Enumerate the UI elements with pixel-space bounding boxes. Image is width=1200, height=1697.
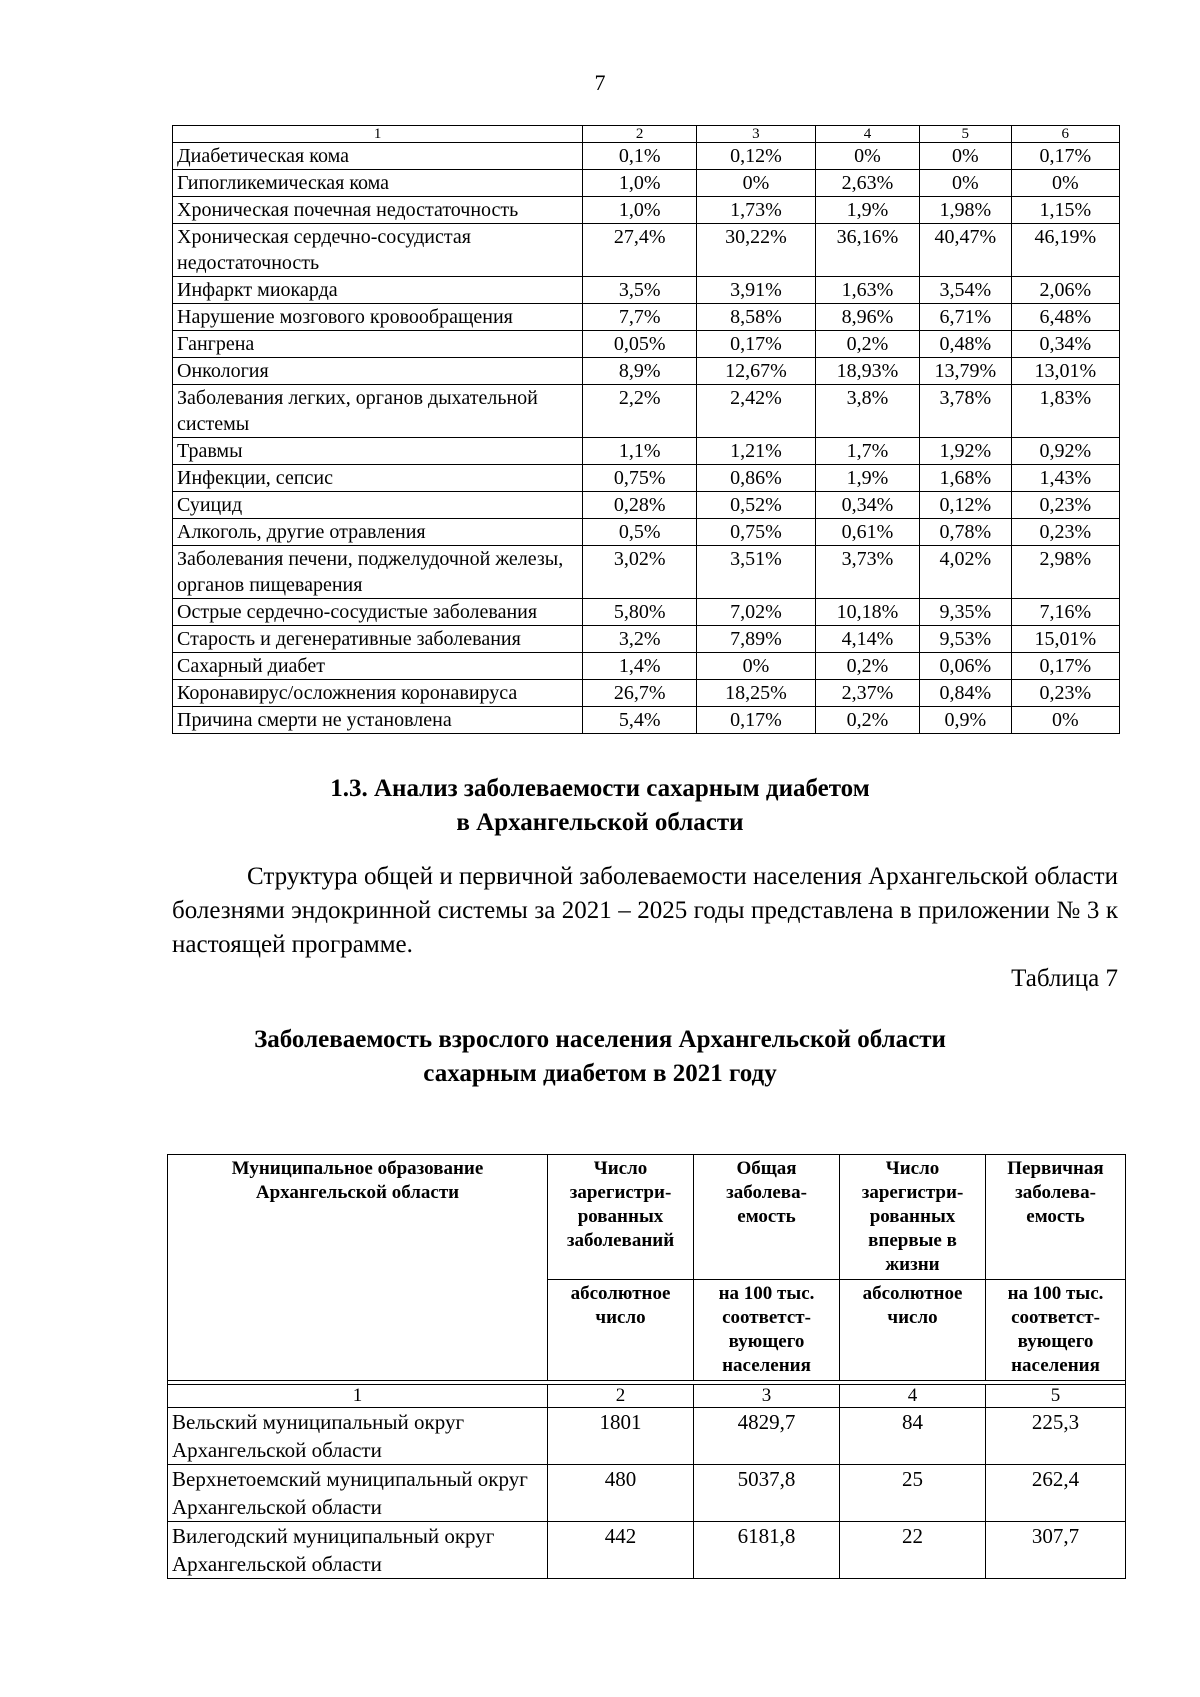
value-cell: 0,2%: [815, 331, 919, 358]
table-row: [173, 277, 1120, 304]
value-cell: 7,16%: [1011, 599, 1119, 626]
value-cell: 26,7%: [583, 680, 697, 707]
value-cell: 7,89%: [696, 626, 815, 653]
header-primary: Первичная заболева-емость: [986, 1155, 1126, 1280]
section-title-line: в Архангельской области: [456, 809, 744, 836]
row-label: Вельский муниципальный округ Архангельской области: [168, 1408, 548, 1465]
value-cell: 30,22%: [696, 224, 815, 277]
table-title: [0, 1023, 1200, 1091]
table-row: [173, 465, 1120, 492]
table-label: Таблица 7: [1011, 965, 1118, 992]
row-label: Хроническая сердечно-сосудистая недостаточность: [173, 224, 583, 277]
value-cell: 13,79%: [920, 358, 1012, 385]
subheader-per-100k: на 100 тыс. соответст-вующего населения: [986, 1280, 1126, 1381]
value-cell: 3,51%: [696, 546, 815, 599]
value-cell: 3,91%: [696, 277, 815, 304]
value-cell: 1,0%: [583, 170, 697, 197]
value-cell: 40,47%: [920, 224, 1012, 277]
header-registered: Число зарегистри-рованных заболеваний: [548, 1155, 694, 1280]
value-cell: 2,37%: [815, 680, 919, 707]
mortality-causes-table: [172, 125, 1120, 734]
row-label: Алкоголь, другие отравления: [173, 519, 583, 546]
value-cell: 0,17%: [696, 331, 815, 358]
row-label: Инфаркт миокарда: [173, 277, 583, 304]
value-cell: 3,5%: [583, 277, 697, 304]
value-cell: 6,48%: [1011, 304, 1119, 331]
value-cell: 0,92%: [1011, 438, 1119, 465]
table-row: [173, 707, 1120, 734]
table-row: [173, 224, 1120, 277]
column-number: 3: [696, 126, 815, 143]
value-cell: 3,73%: [815, 546, 919, 599]
value-cell: 307,7: [986, 1522, 1126, 1579]
value-cell: 1,43%: [1011, 465, 1119, 492]
value-cell: 2,98%: [1011, 546, 1119, 599]
value-cell: 7,02%: [696, 599, 815, 626]
row-label: Заболевания легких, органов дыхательной системы: [173, 385, 583, 438]
value-cell: 0,12%: [696, 143, 815, 170]
value-cell: 1,68%: [920, 465, 1012, 492]
value-cell: 2,2%: [583, 385, 697, 438]
intro-paragraph-text: Структура общей и первичной заболеваемости населения Архангельской области болезнями эндокринной системы за 2021 – 2025 годы представлена в приложении № 3 к настоящей программе.: [172, 863, 1118, 958]
value-cell: 0,23%: [1011, 519, 1119, 546]
value-cell: 0,17%: [696, 707, 815, 734]
value-cell: 0,12%: [920, 492, 1012, 519]
table-row: [173, 626, 1120, 653]
value-cell: 4,02%: [920, 546, 1012, 599]
value-cell: 1,21%: [696, 438, 815, 465]
value-cell: 8,58%: [696, 304, 815, 331]
table-row: [173, 170, 1120, 197]
value-cell: 9,35%: [920, 599, 1012, 626]
table-title-line: сахарным диабетом в 2021 году: [423, 1060, 777, 1087]
row-label: Хроническая почечная недостаточность: [173, 197, 583, 224]
value-cell: 0%: [815, 143, 919, 170]
value-cell: 22: [840, 1522, 986, 1579]
value-cell: 3,02%: [583, 546, 697, 599]
value-cell: 15,01%: [1011, 626, 1119, 653]
value-cell: 46,19%: [1011, 224, 1119, 277]
value-cell: 480: [548, 1465, 694, 1522]
header-row: [168, 1155, 1126, 1280]
intro-paragraph: [172, 860, 1118, 962]
column-number: 6: [1011, 126, 1119, 143]
value-cell: 1,73%: [696, 197, 815, 224]
value-cell: 1,63%: [815, 277, 919, 304]
table-row: [173, 519, 1120, 546]
value-cell: 10,18%: [815, 599, 919, 626]
value-cell: 0,17%: [1011, 143, 1119, 170]
value-cell: 0,2%: [815, 653, 919, 680]
value-cell: 4,14%: [815, 626, 919, 653]
value-cell: 13,01%: [1011, 358, 1119, 385]
value-cell: 5037,8: [694, 1465, 840, 1522]
value-cell: 0,17%: [1011, 653, 1119, 680]
value-cell: 25: [840, 1465, 986, 1522]
value-cell: 6,71%: [920, 304, 1012, 331]
value-cell: 1,9%: [815, 465, 919, 492]
value-cell: 0,48%: [920, 331, 1012, 358]
section-title-line: 1.3. Анализ заболеваемости сахарным диабетом: [330, 775, 870, 802]
value-cell: 0,9%: [920, 707, 1012, 734]
value-cell: 0%: [920, 170, 1012, 197]
value-cell: 0,28%: [583, 492, 697, 519]
value-cell: 0,61%: [815, 519, 919, 546]
value-cell: 1,92%: [920, 438, 1012, 465]
value-cell: 3,78%: [920, 385, 1012, 438]
value-cell: 9,53%: [920, 626, 1012, 653]
value-cell: 0,75%: [583, 465, 697, 492]
row-label: Острые сердечно-сосудистые заболевания: [173, 599, 583, 626]
value-cell: 0,86%: [696, 465, 815, 492]
row-label: Причина смерти не установлена: [173, 707, 583, 734]
table-row: [173, 358, 1120, 385]
value-cell: 0,05%: [583, 331, 697, 358]
column-number: 5: [986, 1385, 1126, 1408]
column-number: 2: [548, 1385, 694, 1408]
column-number: 3: [694, 1385, 840, 1408]
column-number: 4: [840, 1385, 986, 1408]
value-cell: 3,2%: [583, 626, 697, 653]
subheader-absolute: абсолютное число: [548, 1280, 694, 1381]
table-row: [173, 653, 1120, 680]
table-row: [173, 438, 1120, 465]
row-label: Гипогликемическая кома: [173, 170, 583, 197]
table-row: [168, 1408, 1126, 1465]
value-cell: 1,83%: [1011, 385, 1119, 438]
value-cell: 1,7%: [815, 438, 919, 465]
value-cell: 36,16%: [815, 224, 919, 277]
value-cell: 1,98%: [920, 197, 1012, 224]
column-numbers-row: [168, 1385, 1126, 1408]
row-label: Заболевания печени, поджелудочной железы, органов пищеварения: [173, 546, 583, 599]
value-cell: 3,54%: [920, 277, 1012, 304]
table-row: [173, 680, 1120, 707]
row-label: Сахарный диабет: [173, 653, 583, 680]
page-number: 7: [594, 70, 606, 95]
value-cell: 0,34%: [815, 492, 919, 519]
value-cell: 0%: [1011, 707, 1119, 734]
value-cell: 4829,7: [694, 1408, 840, 1465]
value-cell: 7,7%: [583, 304, 697, 331]
value-cell: 0%: [1011, 170, 1119, 197]
diabetes-incidence-table: [167, 1154, 1126, 1579]
value-cell: 442: [548, 1522, 694, 1579]
value-cell: 0%: [696, 653, 815, 680]
value-cell: 8,96%: [815, 304, 919, 331]
column-number: 1: [173, 126, 583, 143]
value-cell: 8,9%: [583, 358, 697, 385]
table-row: [173, 143, 1120, 170]
row-label: Инфекции, сепсис: [173, 465, 583, 492]
value-cell: 2,42%: [696, 385, 815, 438]
value-cell: 2,06%: [1011, 277, 1119, 304]
value-cell: 5,80%: [583, 599, 697, 626]
value-cell: 0,34%: [1011, 331, 1119, 358]
value-cell: 0,5%: [583, 519, 697, 546]
row-label: Вилегодский муниципальный округ Архангельской области: [168, 1522, 548, 1579]
value-cell: 18,25%: [696, 680, 815, 707]
header-first-time: Число зарегистри-рованных впервые в жизни: [840, 1155, 986, 1280]
value-cell: 3,8%: [815, 385, 919, 438]
value-cell: 0,84%: [920, 680, 1012, 707]
value-cell: 1,4%: [583, 653, 697, 680]
value-cell: 0,06%: [920, 653, 1012, 680]
value-cell: 5,4%: [583, 707, 697, 734]
value-cell: 0%: [920, 143, 1012, 170]
value-cell: 18,93%: [815, 358, 919, 385]
table-row: [173, 546, 1120, 599]
value-cell: 0,23%: [1011, 492, 1119, 519]
column-number: 5: [920, 126, 1012, 143]
row-label: Травмы: [173, 438, 583, 465]
row-label: Диабетическая кома: [173, 143, 583, 170]
row-label: Коронавирус/осложнения коронавируса: [173, 680, 583, 707]
row-label: Гангрена: [173, 331, 583, 358]
value-cell: 0,78%: [920, 519, 1012, 546]
value-cell: 1,15%: [1011, 197, 1119, 224]
table-row: [168, 1522, 1126, 1579]
table-row: [173, 385, 1120, 438]
value-cell: 1801: [548, 1408, 694, 1465]
value-cell: 1,1%: [583, 438, 697, 465]
table-row: [173, 331, 1120, 358]
value-cell: 262,4: [986, 1465, 1126, 1522]
value-cell: 1,0%: [583, 197, 697, 224]
row-label: Суицид: [173, 492, 583, 519]
table-row: [173, 492, 1120, 519]
column-number: 2: [583, 126, 697, 143]
section-title: [0, 772, 1200, 840]
value-cell: 84: [840, 1408, 986, 1465]
header-general: Общая заболева-емость: [694, 1155, 840, 1280]
value-cell: 6181,8: [694, 1522, 840, 1579]
subheader-absolute: абсолютное число: [840, 1280, 986, 1381]
table-title-line: Заболеваемость взрослого населения Архангельской области: [254, 1026, 946, 1053]
row-label: Онкология: [173, 358, 583, 385]
table-row: [173, 197, 1120, 224]
value-cell: 12,67%: [696, 358, 815, 385]
header-municipality: Муниципальное образование Архангельской области: [168, 1155, 548, 1381]
value-cell: 0,1%: [583, 143, 697, 170]
value-cell: 0,52%: [696, 492, 815, 519]
row-label: Нарушение мозгового кровообращения: [173, 304, 583, 331]
value-cell: 1,9%: [815, 197, 919, 224]
value-cell: 0,75%: [696, 519, 815, 546]
column-number: 4: [815, 126, 919, 143]
value-cell: 225,3: [986, 1408, 1126, 1465]
value-cell: 0,23%: [1011, 680, 1119, 707]
value-cell: 0%: [696, 170, 815, 197]
column-numbers-row: [173, 126, 1120, 143]
value-cell: 2,63%: [815, 170, 919, 197]
subheader-per-100k: на 100 тыс. соответст-вующего населения: [694, 1280, 840, 1381]
table-row: [168, 1465, 1126, 1522]
table-row: [173, 304, 1120, 331]
column-number: 1: [168, 1385, 548, 1408]
row-label: Верхнетоемский муниципальный округ Архангельской области: [168, 1465, 548, 1522]
table-row: [173, 599, 1120, 626]
value-cell: 0,2%: [815, 707, 919, 734]
row-label: Старость и дегенеративные заболевания: [173, 626, 583, 653]
value-cell: 27,4%: [583, 224, 697, 277]
